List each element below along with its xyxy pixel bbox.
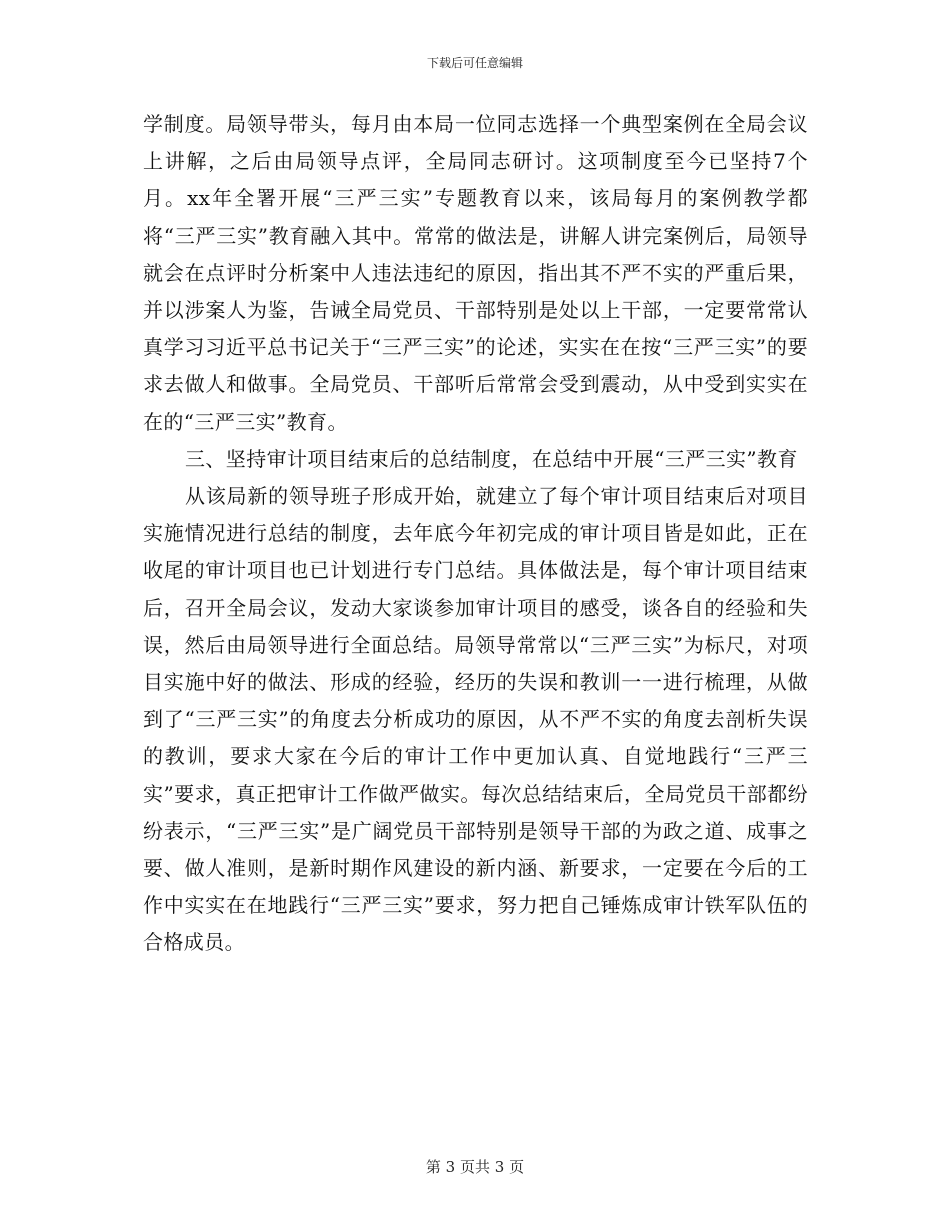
- page-number-footer: 第 3 页共 3 页: [425, 1158, 525, 1176]
- section-heading: 三、坚持审计项目结束后的总结制度，在总结中开展“三严三实”教育: [185, 446, 798, 471]
- page-header-note: 下载后可任意编辑: [426, 56, 523, 70]
- document-body: [143, 106, 808, 962]
- body-paragraph: 从该局新的领导班子形成开始，就建立了每个审计项目结束后对项目实施情况进行总结的制度，去年底今年初完成的审计项目皆是如此，正在收尾的审计项目也已计划进行专门总结。具体做法是，每个审计项目结束后，召开全局会议，发动大家谈参加审计项目的感受，谈各自的经验和失误，然后由局领导进行全面总结。局领导常常以“三严三实”为标尺，对项目实施中好的做法、形成的经验，经历的失误和教训一一进行梳理，从做到了“三严三实”的角度去分析成功的原因，从不严不实的角度去剖析失误的教训，要求大家在今后的审计工作中更加认真、自觉地践行“三严三实”要求，真正把审计工作做严做实。每次总结结束后，全局党员干部都纷纷表示，“三严三实”是广阔党员干部特别是领导干部的为政之道、成事之要、做人准则，是新时期作风建设的新内涵、新要求，一定要在今后的工作中实实在在地践行“三严三实”要求，努力把自己锤炼成审计铁军队伍的合格成员。: [143, 484, 808, 955]
- body-paragraph: 学制度。局领导带头，每月由本局一位同志选择一个典型案例在全局会议上讲解，之后由局领导点评，全局同志研讨。这项制度至今已坚持7个月。xx年全署开展“三严三实”专题教育以来，该局每月的案例教学都将“三严三实”教育融入其中。常常的做法是，讲解人讲完案例后，局领导就会在点评时分析案中人违法违纪的原因，指出其不严不实的严重后果，并以涉案人为鉴，告诫全局党员、干部特别是处以上干部，一定要常常认真学习习近平总书记关于“三严三实”的论述，实实在在按“三严三实”的要求去做人和做事。全局党员、干部听后常常会受到震动，从中受到实实在在的“三严三实”教育。: [143, 112, 808, 434]
